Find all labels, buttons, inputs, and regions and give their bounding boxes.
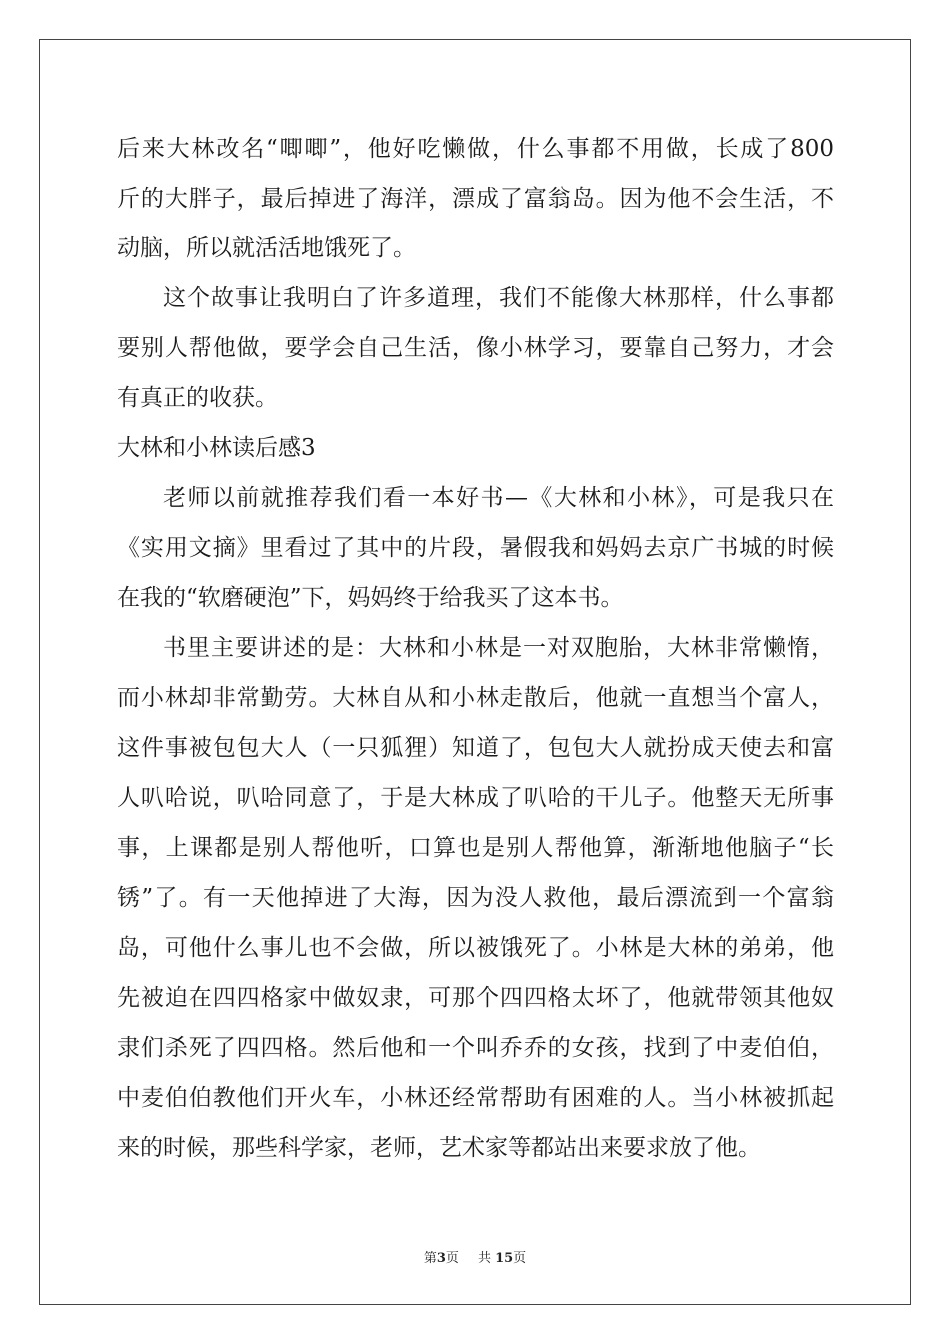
text-line: 动脑，所以就活活地饿死了。 (117, 235, 416, 261)
paragraph-first-line: 书里主要讲述的是：大林和小林是一对双胞胎，大林非常懒惰， (163, 635, 834, 661)
paragraph-first-line: 这个故事让我明白了许多道理，我们不能像大林那样，什么事都 (163, 285, 834, 311)
page-border (39, 39, 911, 1305)
total-indicator (478, 1251, 526, 1266)
paragraph-first-line: 老师以前就推荐我们看一本好书—《大林和小林》，可是我只在 (163, 485, 834, 511)
total-suffix: 页 (513, 1251, 527, 1266)
text-line: 隶们杀死了四四格。然后他和一个叫乔乔的女孩，找到了中麦伯伯， (117, 1035, 834, 1061)
text-line: 要别人帮他做，要学会自己生活，像小林学习，要靠自己努力，才会 (117, 335, 834, 361)
text-line: 来的时候，那些科学家，老师，艺术家等都站出来要求放了他。 (117, 1135, 761, 1161)
text-line: 有真正的收获。 (117, 385, 278, 411)
text-line: 而小林却非常勤劳。大林自从和小林走散后，他就一直想当个富人， (117, 685, 834, 711)
page-suffix: 页 (445, 1251, 459, 1266)
text-line: 事，上课都是别人帮他听，口算也是别人帮他算，渐渐地他脑子“长 (117, 835, 834, 861)
text-line: 这件事被包包大人（一只狐狸）知道了，包包大人就扮成天使去和富 (117, 735, 834, 761)
text-line: 在我的“软磨硬泡”下，妈妈终于给我买了这本书。 (117, 585, 624, 611)
text-line: 中麦伯伯教他们开火车，小林还经常帮助有困难的人。当小林被抓起 (117, 1085, 834, 1111)
total-pages: 15 (495, 1251, 514, 1266)
text-line: 斤的大胖子，最后掉进了海洋，漂成了富翁岛。因为他不会生活，不 (117, 186, 834, 212)
text-line: 《实用文摘》里看过了其中的片段，暑假我和妈妈去京广书城的时候 (117, 535, 834, 561)
section-heading: 大林和小林读后感3 (117, 435, 316, 461)
text-line: 人叭哈说，叭哈同意了，于是大林成了叭哈的干儿子。他整天无所事 (117, 785, 834, 811)
text-line: 后来大林改名“唧唧”，他好吃懒做，什么事都不用做，长成了800 (117, 136, 834, 162)
total-prefix: 共 (478, 1251, 492, 1266)
page-footer (0, 1247, 950, 1266)
page-number: 3 (436, 1251, 446, 1266)
text-line: 岛，可他什么事儿也不会做，所以被饿死了。小林是大林的弟弟，他 (117, 935, 834, 961)
page-prefix: 第 (423, 1251, 437, 1266)
text-line: 先被迫在四四格家中做奴隶，可那个四四格太坏了，他就带领其他奴 (117, 985, 834, 1011)
text-line: 锈”了。有一天他掉进了大海，因为没人救他，最后漂流到一个富翁 (117, 885, 834, 911)
page-indicator (424, 1251, 459, 1266)
